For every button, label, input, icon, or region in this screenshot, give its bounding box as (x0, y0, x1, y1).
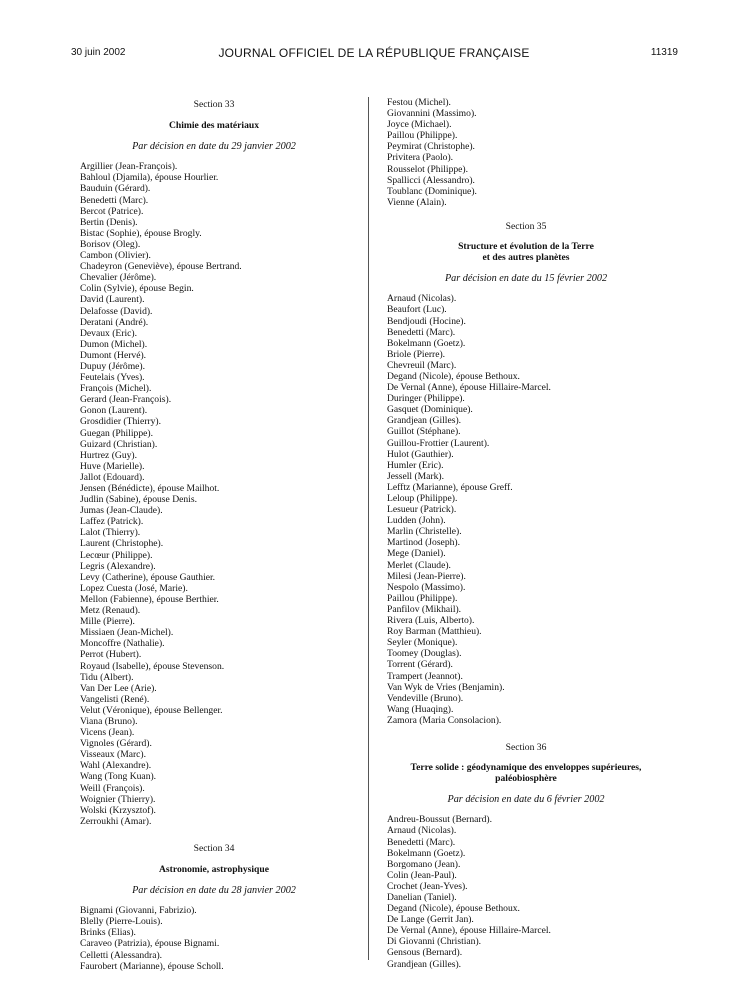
name-entry: Hulot (Gauthier). (387, 448, 454, 460)
name-entry: Benedetti (Marc). (80, 194, 149, 206)
name-entry: Jensen (Bénédicte), épouse Mailhot. (80, 483, 220, 494)
name-entry: Bertin (Denis). (80, 216, 138, 228)
name-entry: Festou (Michel). (387, 97, 451, 108)
name-entry: Wang (Huaqing). (387, 703, 454, 715)
name-entry: Argillier (Jean-François). (80, 161, 178, 173)
section-34-names-continued (387, 97, 665, 208)
name-entry: Beaufort (Luc). (387, 304, 447, 316)
header-title: JOURNAL OFFICIEL DE LA RÉPUBLIQUE FRANÇAISE (218, 46, 530, 60)
section-35-heading (387, 241, 665, 263)
name-entry: Devaux (Eric). (80, 327, 138, 339)
name-entry: Vignoles (Gérard). (80, 738, 152, 750)
name-entry: Perrot (Hubert). (80, 649, 142, 661)
left-column (80, 97, 348, 972)
name-entry: Laurent (Christophe). (80, 538, 164, 550)
name-entry: Dumon (Michel). (80, 338, 148, 350)
name-entry: Jumas (Jean-Claude). (80, 505, 163, 517)
name-entry: Gonon (Laurent). (80, 405, 148, 417)
header-page-number: 11319 (650, 47, 678, 58)
name-entry: Chevalier (Jérôme). (80, 272, 157, 284)
name-entry: Lalot (Thierry). (80, 527, 141, 539)
section-35-label: Section 35 (505, 220, 547, 232)
name-entry: Benedetti (Marc). (387, 326, 456, 338)
name-entry: Lecœur (Philippe). (80, 549, 153, 561)
section-34-heading: Astronomie, astrophysique (159, 864, 269, 875)
name-entry: Vicens (Jean). (80, 727, 135, 739)
section-34-names (80, 905, 348, 972)
name-entry: Degand (Nicole), épouse Bethoux. (387, 370, 520, 382)
name-entry: Andreu-Boussut (Bernard). (387, 814, 492, 826)
name-entry: Danelian (Taniel). (387, 892, 457, 903)
name-entry: Laffez (Patrick). (80, 516, 144, 528)
section-33-heading: Chimie des matériaux (168, 120, 260, 132)
name-entry: Deratani (André). (80, 316, 149, 328)
header-date: 30 juin 2002 (71, 47, 126, 58)
name-entry: Rivera (Luis, Alberto). (387, 615, 475, 627)
name-entry: Velut (Véronique), épouse Bellenger. (80, 704, 223, 716)
name-entry: Viana (Bruno). (80, 715, 138, 727)
name-entry: Vienne (Alain). (387, 196, 447, 208)
name-entry: Lesueur (Patrick). (387, 504, 457, 516)
name-entry: Blelly (Pierre-Louis). (80, 916, 163, 928)
name-entry: Colin (Sylvie), épouse Begin. (80, 283, 194, 295)
name-entry: Grandjean (Gilles). (387, 415, 462, 427)
name-entry: Gerard (Jean-François). (80, 394, 172, 406)
name-entry: Crochet (Jean-Yves). (387, 880, 468, 892)
name-entry: Guizard (Christian). (80, 438, 158, 450)
section-36-label: Section 36 (505, 741, 547, 753)
section-33-decision: Par décision en date du 29 janvier 2002 (132, 141, 296, 153)
name-entry: Weill (François). (80, 782, 145, 794)
name-entry: Huve (Marielle). (80, 460, 145, 472)
name-entry: Bistac (Sophie), épouse Brogly. (80, 227, 202, 239)
section-36-heading-line-2: paléobiosphère (495, 773, 557, 785)
name-entry: Martinod (Joseph). (387, 537, 461, 549)
name-entry: Zerroukhi (Amar). (80, 815, 152, 827)
name-entry: Vangelisti (René). (80, 693, 150, 705)
name-entry: Van Wyk de Vries (Benjamin). (387, 681, 505, 693)
name-entry: Woignier (Thierry). (80, 793, 156, 805)
name-entry: Feutelais (Yves). (80, 372, 145, 384)
section-33-label: Section 33 (193, 99, 235, 110)
name-entry: Metz (Renaud). (80, 605, 141, 617)
section-34-decision: Par décision en date du 28 janvier 2002 (132, 885, 296, 897)
name-entry: Briole (Pierre). (387, 348, 446, 360)
name-entry: Lopez Cuesta (José, Marie). (80, 582, 188, 594)
name-entry: Degand (Nicole), épouse Bethoux. (387, 903, 520, 915)
name-entry: Merlet (Claude). (387, 559, 451, 571)
name-entry: Legris (Alexandre). (80, 560, 156, 572)
name-entry: Moncoffre (Nathalie). (80, 638, 165, 650)
name-entry: Benedetti (Marc). (387, 836, 456, 848)
name-entry: Gensous (Bernard). (387, 947, 463, 959)
name-entry: Duringer (Philippe). (387, 393, 465, 405)
name-entry: Lefftz (Marianne), épouse Greff. (387, 481, 513, 493)
name-entry: Cambon (Olivier). (80, 250, 151, 262)
section-35-names (387, 293, 665, 726)
name-entry: Trampert (Jeannot). (387, 670, 463, 682)
name-entry: Visseaux (Marc). (80, 749, 147, 761)
name-entry: Paillou (Philippe). (387, 130, 458, 142)
name-entry: Rousselot (Philippe). (387, 163, 469, 175)
section-36-heading (387, 762, 665, 784)
name-entry: Torrent (Gérard). (387, 659, 453, 671)
name-entry: Nespolo (Massimo). (387, 581, 466, 593)
name-entry: David (Laurent). (80, 294, 145, 306)
name-entry: Colin (Jean-Paul). (387, 869, 457, 881)
name-entry: Dumont (Hervé). (80, 349, 147, 361)
name-entry: De Vernal (Anne), épouse Hillaire-Marcel. (387, 925, 551, 937)
section-36-names (387, 814, 665, 969)
name-entry: Humler (Eric). (387, 459, 444, 471)
name-entry: Wahl (Alexandre). (80, 760, 152, 772)
name-entry: Paillou (Philippe). (387, 592, 458, 604)
name-entry: Chevreuil (Marc). (387, 359, 457, 371)
name-entry: Bokelmann (Goetz). (387, 337, 466, 349)
name-entry: Bercot (Patrice). (80, 205, 144, 217)
name-entry: Gasquet (Dominique). (387, 404, 473, 416)
name-entry: Royaud (Isabelle), épouse Stevenson. (80, 660, 225, 672)
name-entry: Jessell (Mark). (387, 470, 445, 482)
name-entry: Guillot (Stéphane). (387, 426, 461, 438)
name-entry: De Lange (Gerrit Jan). (387, 914, 474, 926)
name-entry: Peymirat (Christophe). (387, 141, 475, 153)
name-entry: Bauduin (Gérard). (80, 183, 151, 195)
name-entry: Levy (Catherine), épouse Gauthier. (80, 571, 216, 583)
name-entry: Bendjoudi (Hocine). (387, 315, 466, 327)
name-entry: Mille (Pierre). (80, 616, 135, 628)
name-entry: Arnaud (Nicolas). (387, 293, 457, 305)
name-entry: Bahloul (Djamila), épouse Hourlier. (80, 172, 219, 184)
name-entry: Toomey (Douglas). (387, 648, 462, 660)
name-entry: Mege (Daniel). (387, 548, 446, 560)
page-header (0, 44, 748, 64)
name-entry: Leloup (Philippe). (387, 493, 458, 504)
section-36-heading-line-1: Terre solide : géodynamique des enveloppes supérieures, (410, 762, 642, 774)
name-entry: Hurtrez (Guy). (80, 449, 138, 461)
section-36-decision: Par décision en date du 6 février 2002 (447, 794, 605, 806)
name-entry: Grandjean (Gilles). (387, 958, 462, 970)
name-entry: Mellon (Fabienne), épouse Berthier. (80, 593, 219, 605)
right-column (387, 97, 665, 970)
name-entry: Roy Barman (Matthieu). (387, 626, 482, 638)
name-entry: Panfilov (Mikhail). (387, 603, 462, 615)
name-entry: Grosdidier (Thierry). (80, 416, 161, 428)
name-entry: Joyce (Michael). (387, 119, 452, 131)
name-entry: Brinks (Elias). (80, 927, 136, 939)
section-33-names (80, 161, 348, 827)
name-entry: Marlin (Christelle). (387, 526, 462, 538)
name-entry: Tidu (Albert). (80, 671, 134, 683)
name-entry: Ludden (John). (387, 515, 446, 527)
name-entry: Van Der Lee (Arie). (80, 682, 157, 694)
name-entry: Wang (Tong Kuan). (80, 771, 157, 783)
section-35-decision: Par décision en date du 15 février 2002 (444, 273, 608, 285)
name-entry: Borisov (Oleg). (80, 238, 141, 250)
name-entry: Arnaud (Nicolas). (387, 825, 457, 837)
name-entry: Spallicci (Alessandro). (387, 174, 475, 186)
name-entry: Delafosse (David). (80, 305, 153, 317)
name-entry: Seyler (Monique). (387, 637, 458, 649)
name-entry: Chadeyron (Geneviève), épouse Bertrand. (80, 261, 242, 273)
name-entry: Giovannini (Massimo). (387, 108, 477, 120)
name-entry: Missiaen (Jean-Michel). (80, 627, 174, 639)
name-entry: Milesi (Jean-Pierre). (387, 570, 466, 582)
name-entry: Borgomano (Jean). (387, 858, 461, 870)
name-entry: Judlin (Sabine), épouse Denis. (80, 494, 197, 506)
section-35-heading-line-1: Structure et évolution de la Terre (458, 241, 594, 253)
name-entry: Privitera (Paolo). (387, 152, 454, 164)
name-entry: Toublanc (Dominique). (387, 185, 477, 197)
name-entry: François (Michel). (80, 383, 152, 395)
name-entry: Faurobert (Marianne), épouse Scholl. (80, 960, 224, 972)
section-35-heading-line-2: et des autres planètes (482, 252, 570, 264)
name-entry: Caraveo (Patrizia), épouse Bignami. (80, 938, 220, 950)
name-entry: Bignami (Giovanni, Fabrizio). (80, 905, 197, 917)
name-entry: Vendeville (Bruno). (387, 692, 464, 704)
column-divider (368, 97, 369, 960)
name-entry: Bokelmann (Goetz). (387, 847, 466, 859)
name-entry: Jallot (Edouard). (80, 471, 145, 483)
name-entry: Dupuy (Jérôme). (80, 360, 146, 372)
section-34-label: Section 34 (193, 842, 235, 854)
name-entry: De Vernal (Anne), épouse Hillaire-Marcel. (387, 382, 551, 394)
name-entry: Zamora (Maria Consolacion). (387, 714, 502, 726)
name-entry: Wolski (Krzysztof). (80, 804, 156, 816)
name-entry: Celletti (Alessandra). (80, 949, 163, 961)
name-entry: Guegan (Philippe). (80, 427, 154, 439)
name-entry: Di Giovanni (Christian). (387, 936, 482, 948)
name-entry: Guillou-Frottier (Laurent). (387, 437, 490, 449)
